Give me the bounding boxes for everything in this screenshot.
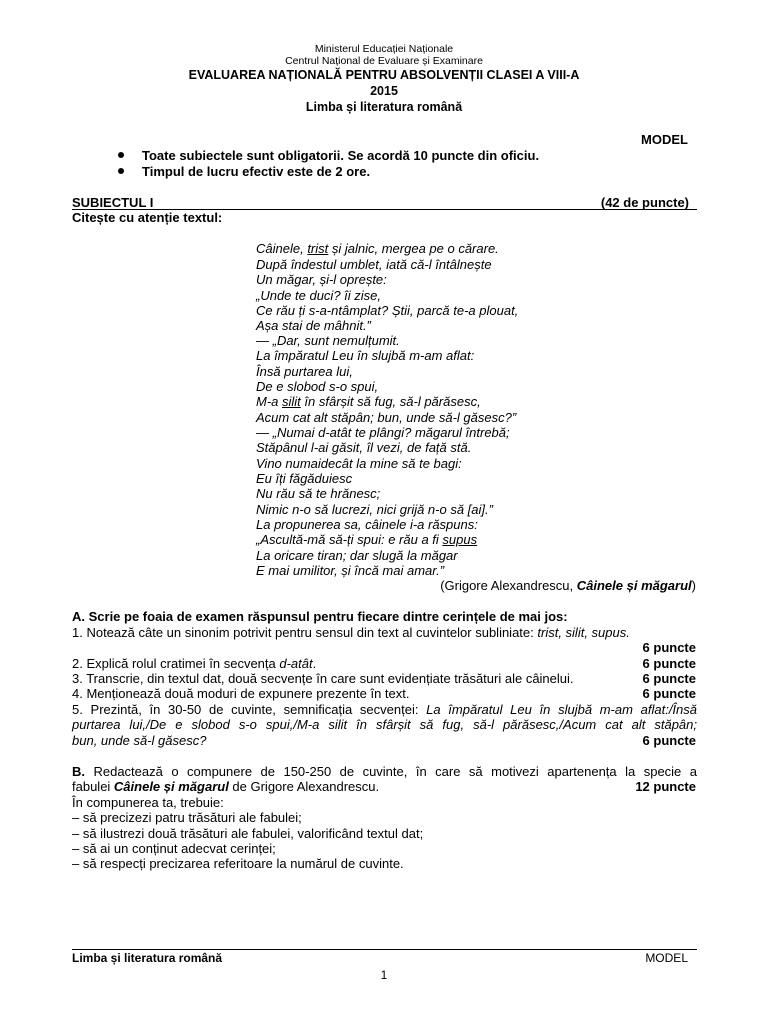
poem-line: La împăratul Leu în slujbă m-am aflat: (256, 348, 475, 363)
poem-source-title: Câinele și măgarul (576, 578, 692, 593)
poem-line: Așa stai de mâhnit.” (256, 318, 371, 333)
question-5-line-2: purtarea lui,/De e slobod s-o spui,/M-a silit în sfârșit să fug, să-l părăsesc,/Acum cat alt stăpân; (72, 717, 697, 732)
poem-line: Eu îți făgăduiesc (256, 471, 353, 486)
poem-line: Însă purtarea lui, (256, 364, 353, 379)
poem-line: M-a silit în sfârșit să fug, să-l părăsesc, (256, 394, 481, 409)
poem-line: — „Dar, sunt nemulțumit. (256, 333, 400, 348)
poem-line: Nimic n-o să lucrezi, nici grijă n-o să [ai].” (256, 502, 493, 517)
underlined-word: silit (282, 394, 301, 409)
poem-line: Un măgar, și-l oprește: (256, 272, 387, 287)
question-5-points: 6 puncte (642, 733, 696, 748)
footer-subject: Limba și literatura română (72, 951, 223, 965)
instruction-1: Toate subiectele sunt obligatorii. Se acordă 10 puncte din oficiu. (142, 148, 540, 163)
poem-line: Nu rău să te hrănesc; (256, 486, 381, 501)
exam-year: 2015 (370, 84, 398, 98)
model-label: MODEL (641, 132, 688, 147)
page-number: 1 (380, 968, 388, 982)
part-b-item: – să respecți precizarea referitoare la numărul de cuvinte. (72, 856, 404, 871)
exam-title: EVALUAREA NAȚIONALĂ PENTRU ABSOLVENȚII CLASEI A VIII-A (188, 68, 580, 82)
question-5-line-1: 5. Prezintă, în 30-50 de cuvinte, semnificația secvenței: La împăratul Leu în slujbă m-am aflat:/Însă (72, 702, 698, 717)
section-points: (42 de puncte) (600, 195, 689, 210)
question-2-points: 6 puncte (642, 656, 696, 671)
part-a-heading: A. Scrie pe foaia de examen răspunsul pentru fiecare dintre cerințele de mai jos: (72, 609, 568, 624)
poem-line: Ce rău ți s-a-ntâmplat? Știi, parcă te-a plouat, (256, 303, 519, 318)
poem-line: — „Numai d-atât te plângi? măgarul întrebă; (256, 425, 510, 440)
part-b-item: – să ilustrezi două trăsături ale fabulei, valorificând textul dat; (72, 826, 424, 841)
part-b-points: 12 puncte (635, 779, 696, 794)
question-4: 4. Menționează două moduri de expunere prezente în text. (72, 686, 410, 701)
poem-line: Acum cat alt stăpân; bun, unde să-l găsesc?” (256, 410, 517, 425)
bullet-icon (118, 168, 124, 174)
poem-line: Stăpânul l-ai găsit, îl vezi, de față stă. (256, 440, 472, 455)
underlined-word: supus (442, 532, 478, 547)
poem-line: E mai umilitor, și încă mai amar.” (256, 563, 445, 578)
part-b-item: – să ai un conținut adecvat cerinței; (72, 841, 276, 856)
footer-model: MODEL (645, 951, 688, 965)
question-3-points: 6 puncte (642, 671, 696, 686)
bullet-icon (118, 152, 124, 158)
read-prompt: Citește cu atenție textul: (72, 210, 223, 225)
underlined-word: trist (307, 241, 329, 256)
part-b-item: – să precizezi patru trăsături ale fabulei; (72, 810, 302, 825)
part-b-line-2: fabulei Câinele și măgarul de Grigore Alexandrescu. (72, 779, 380, 794)
question-5-line-3: bun, unde să-l găsesc? (72, 733, 207, 748)
part-b-line-1: B. Redactează o compunere de 150-250 de cuvinte, în care să motivezi apartenența la specie a (72, 764, 697, 779)
poem-line: De e slobod s-o spui, (256, 379, 379, 394)
footer-divider (72, 949, 697, 950)
ministry-name: Ministerul Educației Naționale (314, 43, 454, 55)
section-title: SUBIECTUL I (72, 195, 154, 210)
poem-line: La oricare tiran; dar slugă la măgar (256, 548, 458, 563)
poem-line: „Ascultă-mă să-ți spui: e rău a fi supus (256, 532, 478, 547)
center-name: Centrul Național de Evaluare și Examinare (285, 55, 483, 67)
exam-subject: Limba și literatura română (305, 100, 463, 114)
instruction-2: Timpul de lucru efectiv este de 2 ore. (142, 164, 371, 179)
poem-line: Câinele, trist și jalnic, mergea pe o cărare. (256, 241, 499, 256)
poem-line: După îndestul umblet, iată că-l întâlnește (256, 257, 492, 272)
question-3: 3. Transcrie, din textul dat, două secvențe în care sunt evidențiate trăsături ale câinelui. (72, 671, 574, 686)
poem-line: „Unde te duci? îi zise, (256, 288, 382, 303)
poem-line: Vino numaidecât la mine să te bagi: (256, 456, 462, 471)
question-4-points: 6 puncte (642, 686, 696, 701)
question-1: 1. Notează câte un sinonim potrivit pentru sensul din text al cuvintelor subliniate: trist, silit, supus. (72, 625, 630, 640)
question-2: 2. Explică rolul cratimei în secvența d-atât. (72, 656, 317, 671)
part-b-intro: În compunerea ta, trebuie: (72, 795, 224, 810)
poem-line: La propunerea sa, câinele i-a răspuns: (256, 517, 478, 532)
question-1-points: 6 puncte (642, 640, 696, 655)
poem-source: (Grigore Alexandrescu, Câinele și măgarul) (440, 578, 696, 593)
